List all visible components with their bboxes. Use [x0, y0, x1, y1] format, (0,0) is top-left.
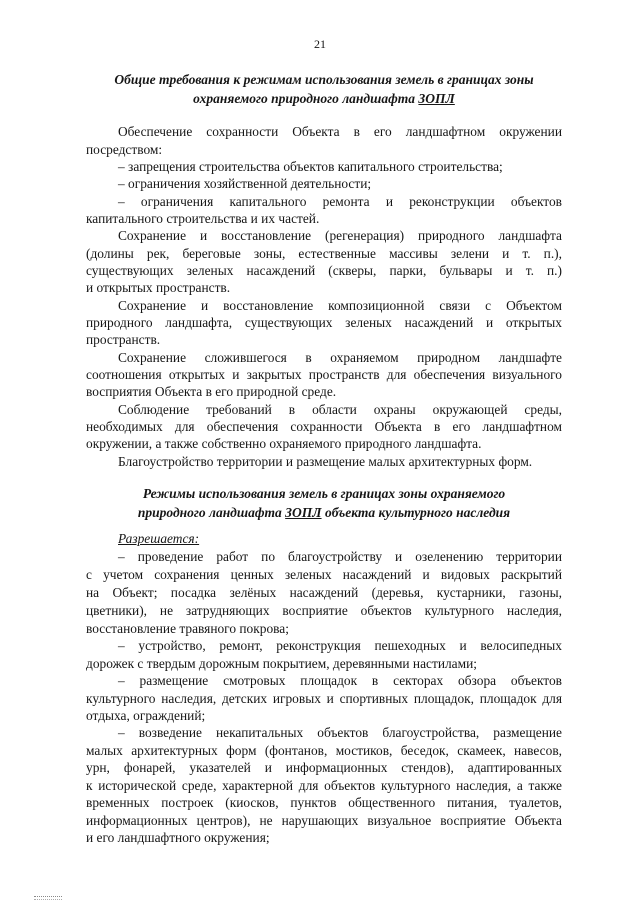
paragraph-line: соотношения открытых и закрытых пространств для обеспечения визуального: [86, 367, 562, 382]
paragraph-line: существующих зеленых насаждений (скверы, парки, бульвары и т. п.): [86, 263, 562, 278]
paragraph-line: малых архитектурных форм (фонтанов, мостиков, беседок, скамеек, навесов,: [86, 743, 562, 758]
section-heading-regimes: [86, 484, 562, 522]
paragraph-line: (долины рек, береговые зоны, естественные массивы зелени и т. п.),: [86, 246, 562, 261]
paragraph-line: дорожек с твердым дорожным покрытием, деревянными настилами;: [86, 656, 477, 671]
paragraph-line: с учетом сохранения ценных зеленых насаждений и видовых раскрытий: [86, 567, 562, 582]
paragraph-line: Соблюдение требований в области охраны окружающей среды,: [118, 402, 562, 417]
paragraph-line: – ограничения капитального ремонта и реконструкции объектов: [118, 194, 562, 209]
paragraph-line: к исторической среде, характерной для объектов культурного наследия, а также: [86, 778, 562, 793]
paragraph-line: культурного наследия, детских игровых и спортивных площадок, площадок для: [86, 691, 562, 706]
paragraph-line: и его ландшафтного окружения;: [86, 830, 270, 845]
paragraph-line: – ограничения хозяйственной деятельности;: [118, 176, 372, 191]
paragraph-line: – возведение некапитальных объектов благоустройства, размещение: [118, 725, 562, 740]
paragraph-line: Благоустройство территории и размещение малых архитектурных форм.: [118, 454, 533, 469]
section-heading-general: [86, 70, 562, 108]
paragraph-line: урн, фонарей, указателей и информационных стендов), адаптированных: [86, 760, 562, 775]
paragraph-line: Сохранение и восстановление (регенерация) природного ландшафта: [118, 228, 562, 243]
paragraph-line: – запрещения строительства объектов капитального строительства;: [118, 159, 503, 174]
scan-artifact-mark: [34, 896, 62, 900]
page-number: 21: [314, 37, 326, 51]
paragraph-line: природного ландшафта, существующих зеленых насаждений и открытых: [86, 315, 562, 330]
paragraph-line: – устройство, ремонт, реконструкция пешеходных и велосипедных: [118, 638, 562, 653]
paragraph-line: – размещение смотровых площадок в секторах обзора объектов: [118, 673, 562, 688]
section-heading-general-line1: Общие требования к режимам использования земель в границах зоны: [114, 72, 534, 87]
paragraph-line: и открытых пространств.: [86, 280, 231, 295]
permitted-subheading: Разрешается:: [118, 531, 200, 546]
paragraph-line: отдыха, ограждений;: [86, 708, 206, 723]
paragraph-line: на Объект; посадка зелёных насаждений (деревья, кустарники, газоны,: [86, 585, 562, 600]
section-heading-general-line2: охраняемого природного ландшафта ЗОПЛ: [193, 91, 455, 106]
paragraph-line: временных построек (киосков, пунктов общественного питания, туалетов,: [86, 795, 562, 810]
paragraph-line: необходимых для обеспечения сохранности Объекта в его ландшафтном: [86, 419, 562, 434]
paragraph-line: посредством:: [86, 142, 163, 157]
paragraph-line: Обеспечение сохранности Объекта в его ландшафтном окружении: [118, 124, 562, 139]
section-heading-regimes-line2: природного ландшафта ЗОПЛ объекта культурного наследия: [137, 505, 511, 520]
paragraph-line: Сохранение и восстановление композиционной связи с Объектом: [118, 298, 562, 313]
paragraph-line: информационных центров), не нарушающих визуальное восприятие Объекта: [86, 813, 562, 828]
paragraph-line: – проведение работ по благоустройству и озеленению территории: [118, 549, 562, 564]
paragraph-line: капитального строительства и их частей.: [86, 211, 320, 226]
paragraph-line: Сохранение сложившегося в охраняемом природном ландшафте: [118, 350, 562, 365]
paragraph-line: пространств.: [86, 332, 161, 347]
paragraph-line: окружении, а также собственно охраняемого природного ландшафта.: [86, 436, 482, 451]
section-heading-regimes-line1: Режимы использования земель в границах зоны охраняемого: [142, 486, 506, 501]
paragraph-line: восстановление травяного покрова;: [86, 621, 289, 636]
paragraph-line: восприятия Объекта в его природной среде.: [86, 384, 337, 399]
paragraph-line: цветники), не затрудняющих восприятие объектов культурного наследия,: [86, 603, 562, 618]
